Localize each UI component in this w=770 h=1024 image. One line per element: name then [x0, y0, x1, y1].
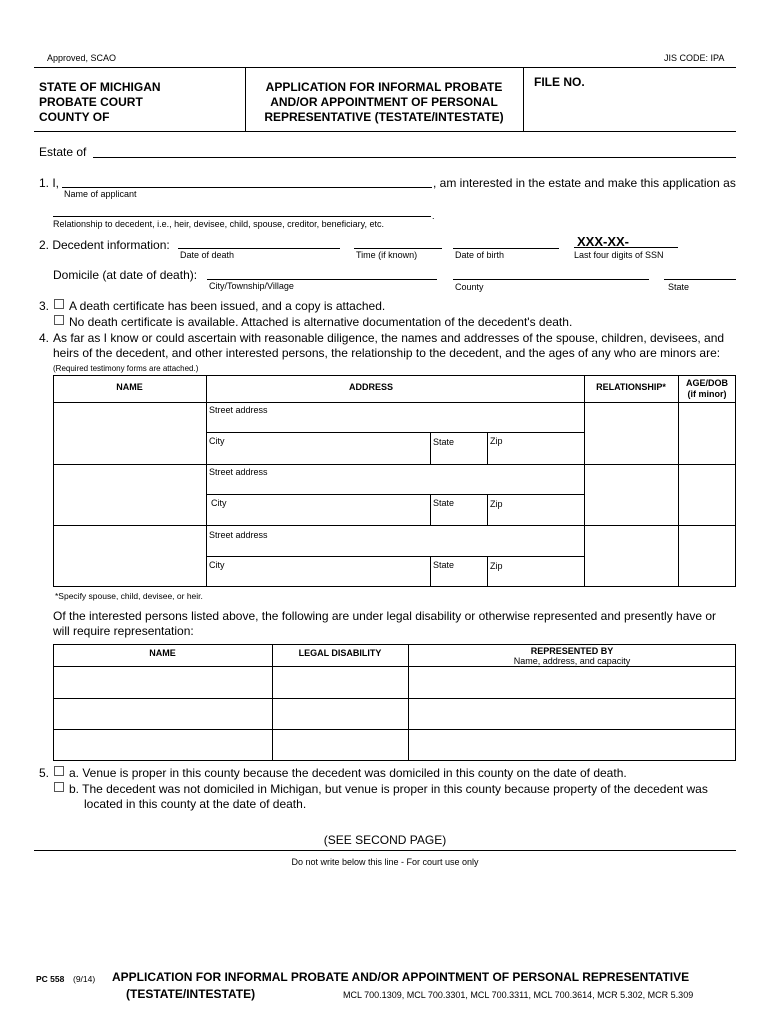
venue-property-text-2: located in this county at the date of death.: [84, 797, 307, 811]
header-top-rule: [34, 67, 736, 68]
form-title-block: [245, 80, 523, 125]
date-of-death-caption: Date of death: [180, 250, 235, 260]
date-of-birth-field[interactable]: [453, 248, 559, 249]
disability-header-rule: [53, 666, 736, 667]
col-header-name: NAME: [116, 382, 143, 392]
row1-state-label: State: [433, 437, 455, 447]
relationship-footnote: *Specify spouse, child, devisee, or heir.: [55, 591, 203, 601]
row1-street-label: Street address: [209, 405, 268, 415]
ssn-caption: Last four digits of SSN: [574, 250, 664, 260]
venue-property-text-1: b. The decedent was not domiciled in Michigan, but venue is proper in this county because property of the decedent was: [69, 782, 708, 796]
court-line-county: COUNTY OF: [39, 110, 110, 124]
court-line-court: PROBATE COURT: [39, 95, 143, 109]
death-certificate-checkbox[interactable]: [54, 299, 64, 309]
applicant-name-caption: Name of applicant: [64, 189, 137, 199]
form-title-line-2: AND/OR APPOINTMENT OF PERSONAL: [270, 95, 498, 109]
disability-header-legal: LEGAL DISABILITY: [298, 648, 382, 658]
domicile-county-field[interactable]: [453, 279, 649, 280]
venue-property-checkbox[interactable]: [54, 782, 64, 792]
table-header-rule: [53, 402, 736, 403]
form-title-line-3: REPRESENTATIVE (TESTATE/INTESTATE): [264, 110, 504, 124]
form-number: PC 558: [36, 974, 65, 984]
disability-header-name: NAME: [149, 648, 176, 658]
row2-zip-divider: [487, 494, 488, 525]
col-header-age: [678, 378, 736, 400]
col-header-age-line-1: AGE/DOB: [685, 378, 728, 388]
row2-state-label: State: [433, 498, 455, 508]
disability-row-rule-1: [53, 698, 736, 699]
domicile-state-field[interactable]: [664, 279, 736, 280]
row3-state-divider: [430, 556, 431, 587]
approved-label: Approved, SCAO: [47, 53, 117, 63]
time-caption: Time (if known): [356, 250, 418, 260]
row3-zip-divider: [487, 556, 488, 587]
venue-domiciled-checkbox[interactable]: [54, 766, 64, 776]
row1-address-rule: [206, 432, 584, 433]
row1-zip-label: Zip: [490, 436, 503, 446]
item4-text-1: As far as I know or could ascertain with reasonable diligence, the names and addresses of the spouse, children, devisees, and: [53, 331, 725, 345]
row2-address-rule: [206, 494, 584, 495]
domicile-city-caption: City/Township/Village: [209, 281, 294, 291]
date-of-birth-caption: Date of birth: [455, 250, 505, 260]
form-revision: (9/14): [73, 974, 96, 984]
row3-city-label: City: [209, 560, 225, 570]
item1-label: 1. I,: [39, 176, 60, 190]
venue-domiciled-text: a. Venue is proper in this county because the decedent was domiciled in this county on the date of death.: [69, 766, 627, 780]
see-second-page: (SEE SECOND PAGE): [323, 833, 447, 847]
item4-text-2: heirs of the decedent, and other interested persons, the relationship to the decedent, and the ages of any who are minors are:: [53, 346, 721, 360]
row1-zip-divider: [487, 432, 488, 464]
item5-number: 5.: [39, 766, 50, 780]
item3-number: 3.: [39, 299, 50, 313]
court-block: [39, 80, 161, 125]
death-certificate-text: A death certificate has been issued, and a copy is attached.: [69, 299, 386, 313]
file-no-label: FILE NO.: [534, 75, 585, 89]
court-use-notice: Do not write below this line - For court use only: [291, 857, 479, 867]
row3-state-label: State: [433, 560, 455, 570]
applicant-name-field[interactable]: [62, 187, 432, 188]
jis-code: JIS CODE: IPA: [664, 53, 725, 63]
estate-name-field[interactable]: [93, 157, 736, 158]
no-death-certificate-checkbox[interactable]: [54, 315, 64, 325]
disability-text-1: Of the interested persons listed above, the following are under legal disability or otherwise represented and presently have or: [53, 609, 717, 623]
col-header-relationship: RELATIONSHIP*: [596, 382, 666, 392]
estate-label: Estate of: [39, 145, 87, 159]
disability-text-2: will require representation:: [53, 624, 194, 638]
table-row-rule-1: [53, 464, 736, 465]
relationship-caption: Relationship to decedent, i.e., heir, devisee, child, spouse, creditor, beneficiary, etc.: [53, 219, 385, 229]
relationship-period: .: [432, 211, 435, 221]
file-no-field[interactable]: [600, 72, 730, 124]
row3-address-rule: [206, 556, 584, 557]
ssn-field[interactable]: [574, 247, 678, 248]
domicile-city-field[interactable]: [207, 279, 437, 280]
relationship-field[interactable]: [53, 216, 431, 217]
domicile-label: Domicile (at date of death):: [53, 268, 198, 282]
table-col-address-divider: [584, 375, 585, 587]
row2-city-label: City: [211, 498, 227, 508]
form-title-line-1: APPLICATION FOR INFORMAL PROBATE: [265, 80, 503, 94]
no-death-certificate-text: No death certificate is available. Attached is alternative documentation of the decedent's death.: [69, 315, 573, 329]
date-of-death-field[interactable]: [178, 248, 340, 249]
row2-zip-label: Zip: [490, 499, 503, 509]
header-divider-2: [523, 67, 524, 131]
item2-label: 2. Decedent information:: [39, 238, 170, 252]
col-header-age-line-2: (if minor): [687, 389, 727, 399]
testimony-note: (Required testimony forms are attached.): [53, 364, 199, 373]
item4-number: 4.: [39, 331, 50, 345]
disability-header-represented-sub: Name, address, and capacity: [513, 656, 631, 666]
domicile-state-caption: State: [668, 282, 690, 292]
row1-state-divider: [430, 432, 431, 464]
disability-header-represented: REPRESENTED BY: [530, 646, 614, 656]
footer-title-line-2: (TESTATE/INTESTATE): [126, 987, 256, 1001]
court-use-rule: [34, 850, 736, 851]
col-header-address: ADDRESS: [348, 382, 393, 392]
disability-col-divider-1: [272, 644, 273, 761]
header-bottom-rule: [34, 131, 736, 132]
row1-city-label: City: [209, 436, 225, 446]
row2-state-divider: [430, 494, 431, 525]
footer-citations: MCL 700.1309, MCL 700.3301, MCL 700.3311, MCL 700.3614, MCR 5.302, MCR 5.309: [343, 990, 694, 1000]
domicile-county-caption: County: [455, 282, 484, 292]
ssn-prefix: XXX-XX-: [577, 234, 630, 249]
table-col-rel-divider: [678, 375, 679, 587]
court-line-state: STATE OF MICHIGAN: [39, 80, 161, 94]
time-of-death-field[interactable]: [354, 248, 442, 249]
row3-street-label: Street address: [209, 530, 268, 540]
item1-suffix: , am interested in the estate and make this application as: [433, 176, 736, 190]
table-row-rule-2: [53, 525, 736, 526]
disability-row-rule-2: [53, 729, 736, 730]
row3-zip-label: Zip: [490, 561, 503, 571]
row2-street-label: Street address: [209, 467, 268, 477]
footer-title-line-1: APPLICATION FOR INFORMAL PROBATE AND/OR APPOINTMENT OF PERSONAL REPRESENTATIVE: [112, 970, 690, 984]
